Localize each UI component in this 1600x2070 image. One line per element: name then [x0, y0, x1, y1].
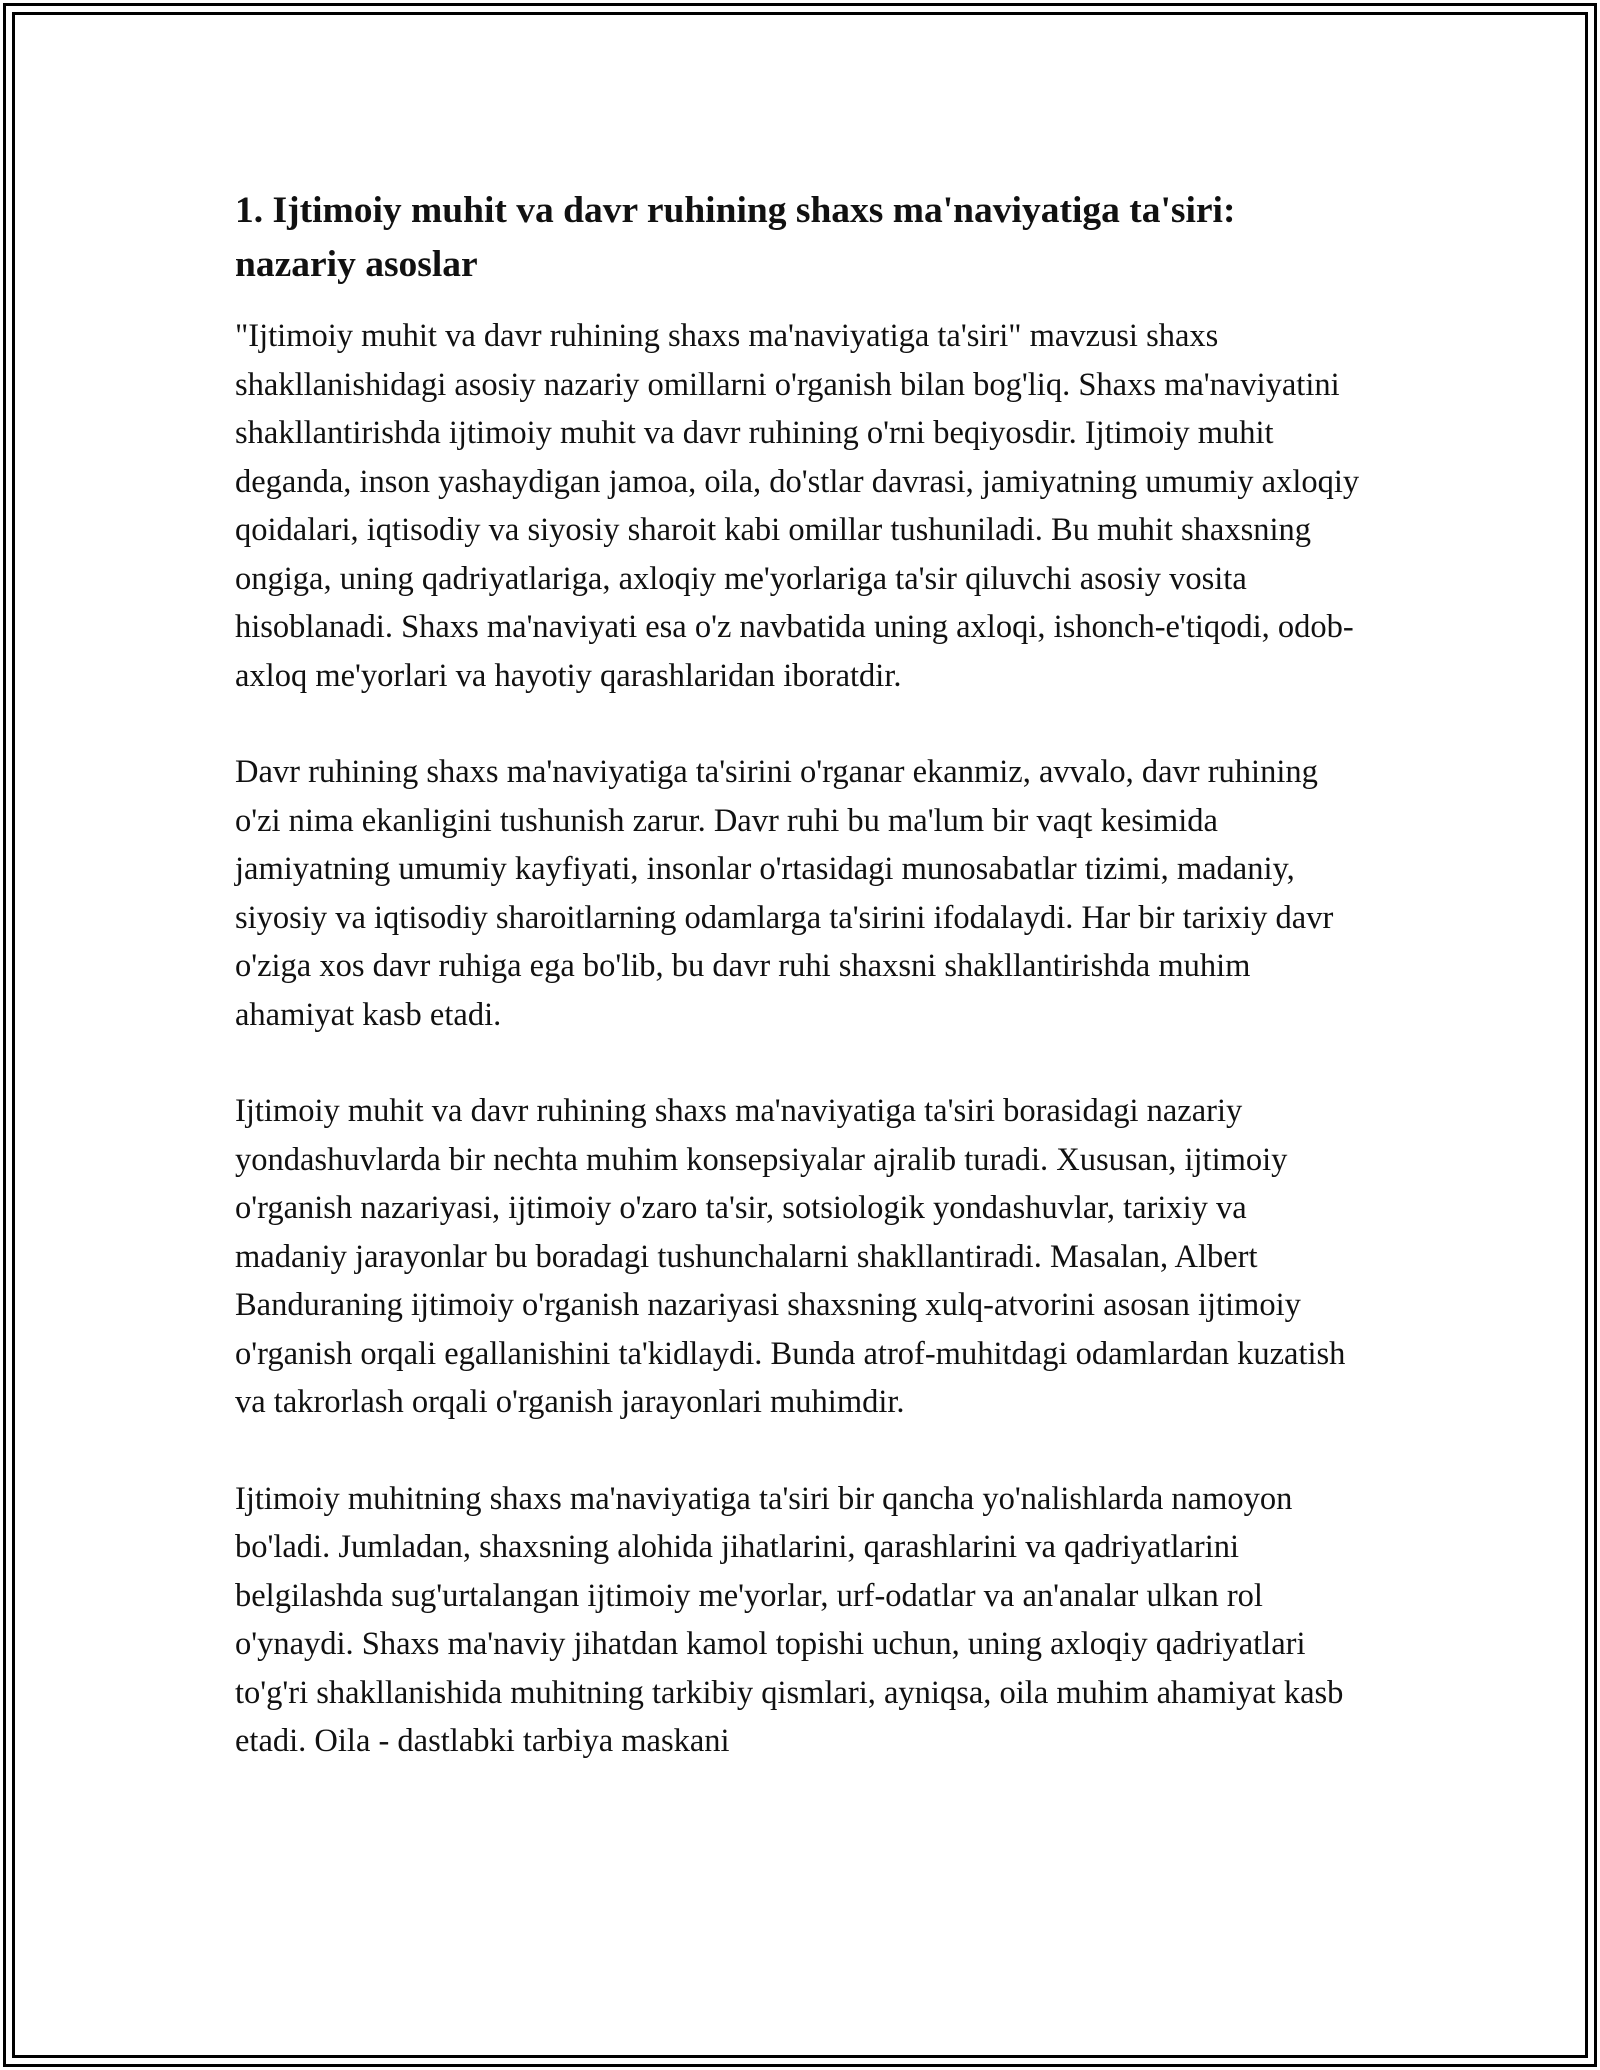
paragraph-2: Davr ruhining shaxs ma'naviyatiga ta'sirini o'rganar ekanmiz, avvalo, davr ruhining o'zi nima ekanligini tushunish zarur. Davr ruhi bu ma'lum bir vaqt kesimida jamiyatning umumiy kayfiyati, insonlar o'rtasidagi munosabatlar tizimi, madaniy, siyosiy va iqtisodiy sharoitlarning odamlarga ta'sirini ifodalaydi. Har bir tarixiy davr o'ziga xos davr ruhiga ega bo'lib, bu davr ruhi shaxsni shakllantirishda muhim ahamiyat kasb etadi. [235, 754, 1334, 1033]
document-body [235, 184, 1365, 1814]
section-heading: 1. Ijtimoiy muhit va davr ruhining shaxs ma'naviyatiga ta'siri: nazariy asoslar [235, 190, 1236, 285]
paragraph-4: Ijtimoiy muhitning shaxs ma'naviyatiga ta'siri bir qancha yo'nalishlarda namoyon bo'ladi. Jumladan, shaxsning alohida jihatlarini, qarashlarini va qadriyatlarini belgilashda sug'urtalangan ijtimoiy me'yorlar, urf-odatlar va an'analar ulkan rol o'ynaydi. Shaxs ma'naviy jihatdan kamol topishi uchun, uning axloqiy qadriyatlari to'g'ri shakllanishida muhitning tarkibiy qismlari, ayniqsa, oila muhim ahamiyat kasb etadi. Oila - dastlabki tarbiya maskani [235, 1480, 1344, 1759]
paragraph-1: "Ijtimoiy muhit va davr ruhining shaxs ma'naviyatiga ta'siri" mavzusi shaxs shakllanishidagi asosiy nazariy omillarni o'rganish bilan bog'liq. Shaxs ma'naviyatini shakllantirishda ijtimoiy muhit va davr ruhining o'rni beqiyosdir. Ijtimoiy muhit deganda, inson yashaydigan jamoa, oila, do'stlar davrasi, jamiyatning umumiy axloqiy qoidalari, iqtisodiy va siyosiy sharoit kabi omillar tushuniladi. Bu muhit shaxsning ongiga, uning qadriyatlariga, axloqiy me'yorlariga ta'sir qiluvchi asosiy vosita hisoblanadi. Shaxs ma'naviyati esa o'z navbatida uning axloqi, ishonch-e'tiqodi, odob-axloq me'yorlari va hayotiy qarashlaridan iboratdir. [235, 318, 1360, 694]
paragraph-3: Ijtimoiy muhit va davr ruhining shaxs ma'naviyatiga ta'siri borasidagi nazariy yondashuvlarda bir nechta muhim konsepsiyalar ajralib turadi. Xususan, ijtimoiy o'rganish nazariyasi, ijtimoiy o'zaro ta'sir, sotsiologik yondashuvlar, tarixiy va madaniy jarayonlar bu boradagi tushunchalarni shakllantiradi. Masalan, Albert Banduraning ijtimoiy o'rganish nazariyasi shaxsning xulq-atvorini asosan ijtimoiy o'rganish orqali egallanishini ta'kidlaydi. Bunda atrof-muhitdagi odamlardan kuzatish va takrorlash orqali o'rganish jarayonlari muhimdir. [235, 1093, 1346, 1420]
